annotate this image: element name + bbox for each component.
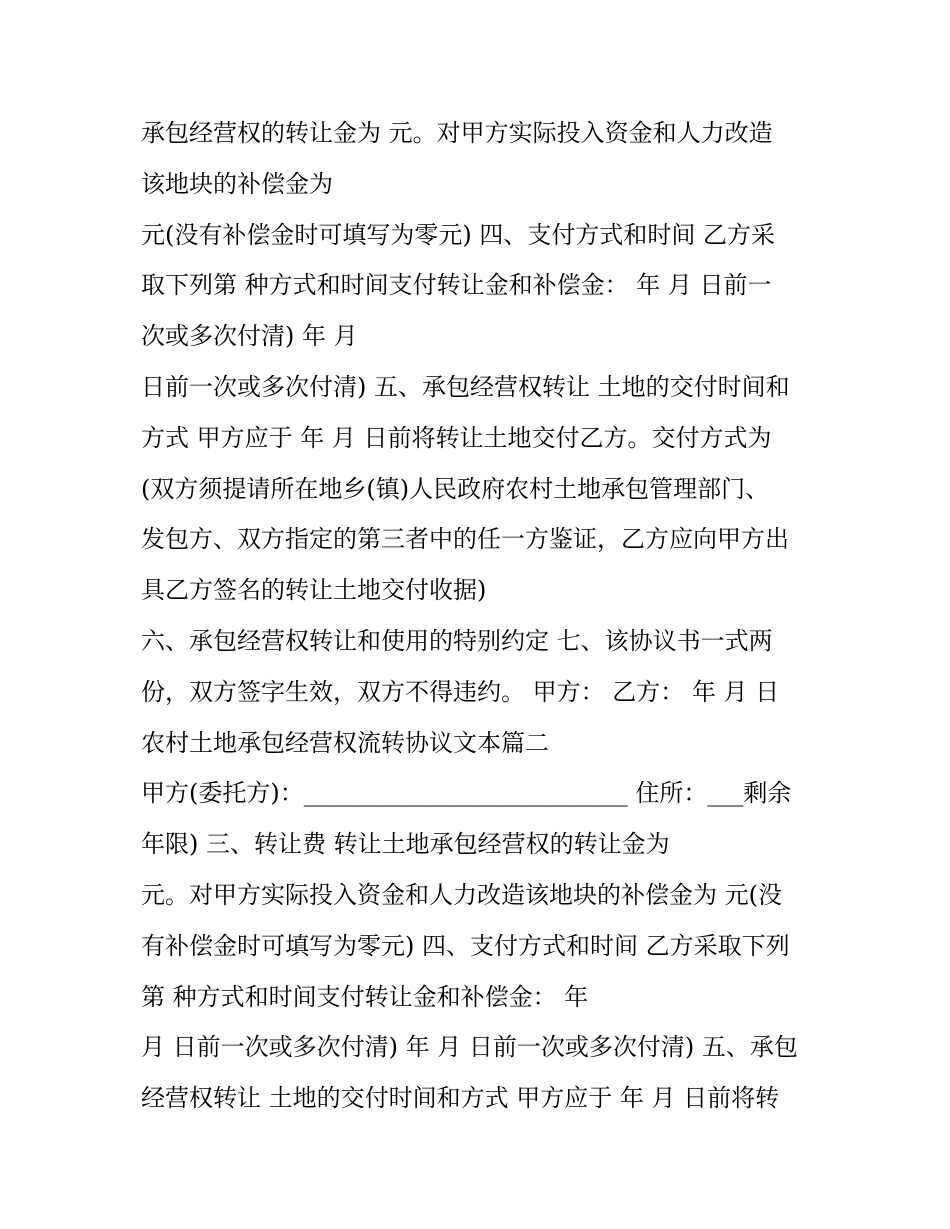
text-line: 次或多次付清) 年 月 [141, 322, 358, 351]
text-line: 有补偿金时可填写为零元) 四、支付方式和时间 乙方采取下列 [141, 931, 790, 960]
section-heading: 农村土地承包经营权流转协议文本篇二 [141, 728, 549, 757]
text-line: 元(没有补偿金时可填写为零元) 四、支付方式和时间 乙方采 [141, 220, 775, 249]
text-line: 承包经营权的转让金为 元。对甲方实际投入资金和人力改造 [141, 119, 773, 147]
text-line: 经营权转让 土地的交付时间和方式 甲方应于 年 月 日前将转 [141, 1084, 780, 1113]
text-line: 取下列第 种方式和时间支付转让金和补偿金： 年 月 日前一 [141, 271, 772, 300]
text-line: 第 种方式和时间支付转让金和补偿金： 年 [141, 982, 589, 1011]
text-line: 方式 甲方应于 年 月 日前将转让土地交付乙方。交付方式为 [141, 423, 772, 452]
text-line: (双方须提请所在地乡(镇)人民政府农村土地承包管理部门、 [141, 474, 770, 503]
text-line: 元。对甲方实际投入资金和人力改造该地块的补偿金为 元(没 [141, 880, 782, 909]
text-line: 甲方(委托方)：___________________________ 住所：___剩余 [141, 779, 792, 808]
text-line: 该地块的补偿金为 [141, 169, 333, 198]
text-line: 日前一次或多次付清) 五、承包经营权转让 土地的交付时间和 [141, 372, 790, 401]
text-line: 份，双方签字生效，双方不得违约。 甲方： 乙方： 年 月 日 [141, 677, 780, 706]
text-line: 年限) 三、转让费 转让土地承包经营权的转让金为 [141, 830, 670, 859]
text-line: 六、承包经营权转让和使用的特别约定 七、该协议书一式两 [141, 626, 773, 655]
text-line: 月 日前一次或多次付清) 年 月 日前一次或多次付清) 五、承包 [141, 1033, 798, 1062]
text-line: 发包方、双方指定的第三者中的任一方鉴证，乙方应向甲方出 [141, 525, 789, 554]
text-line: 具乙方签名的转让土地交付收据) [141, 576, 487, 605]
document-body [141, 108, 821, 1124]
